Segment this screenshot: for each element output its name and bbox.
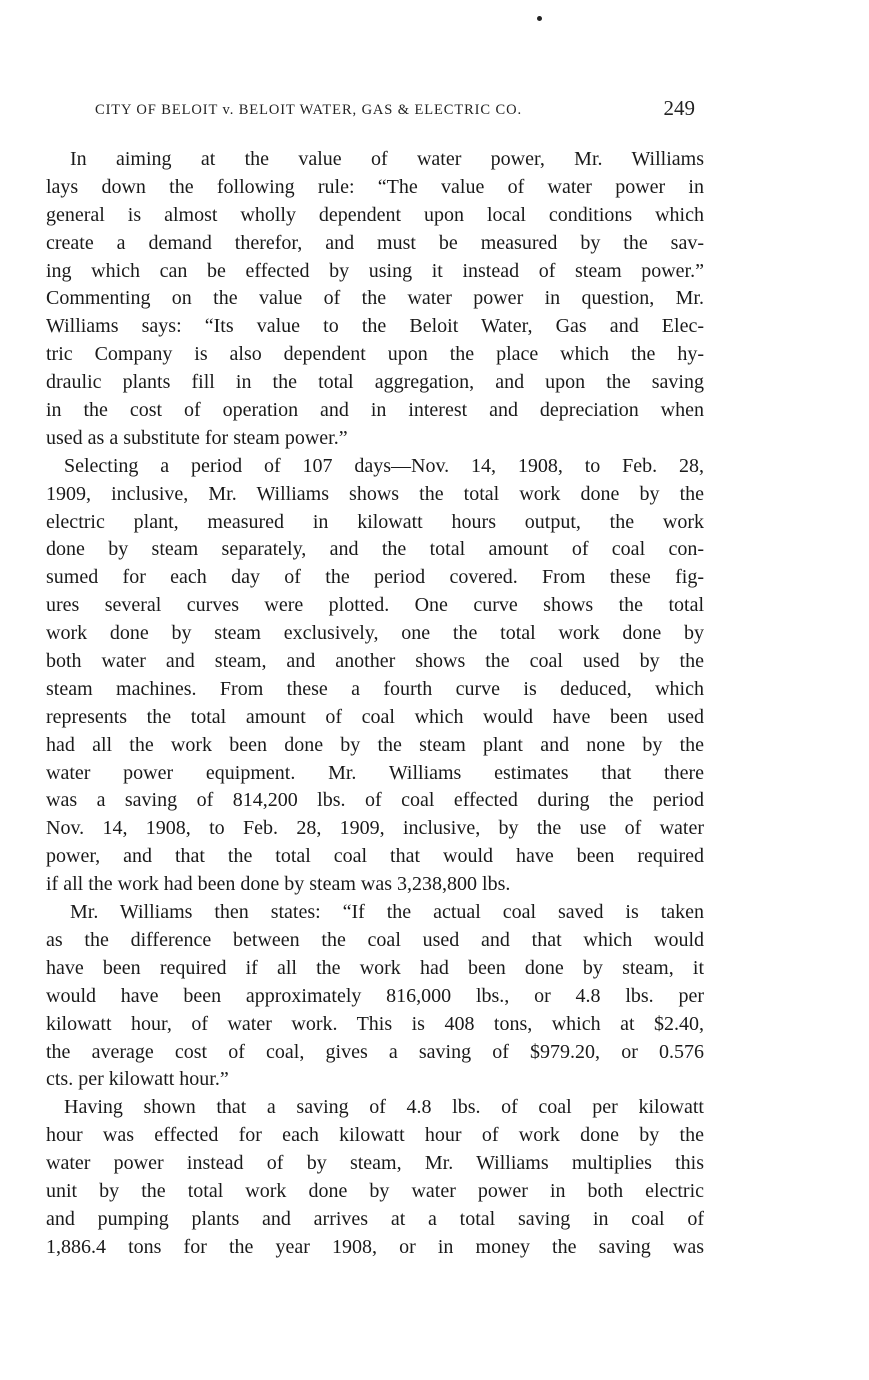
text-line: 1,886.4 tons for the year 1908, or in money the saving was xyxy=(46,1235,704,1258)
text-line: cts. per kilowatt hour.” xyxy=(46,1068,229,1091)
text-line: in the cost of operation and in interest and depreciation when xyxy=(46,399,704,422)
page-number: 249 xyxy=(663,96,695,120)
text-line: draulic plants fill in the total aggregation, and upon the saving xyxy=(46,371,704,394)
text-line: Mr. Williams then states: “If the actual coal saved is taken xyxy=(70,901,704,924)
body-text xyxy=(46,146,704,1262)
text-line: used as a substitute for steam power.” xyxy=(46,426,348,449)
text-line: had all the work been done by the steam plant and none by the xyxy=(46,733,704,756)
text-line: water power instead of by steam, Mr. Williams multiplies this xyxy=(46,1152,704,1175)
text-line: Nov. 14, 1908, to Feb. 28, 1909, inclusive, by the use of water xyxy=(46,817,704,840)
text-line: was a saving of 814,200 lbs. of coal effected during the period xyxy=(46,789,704,812)
text-line: electric plant, measured in kilowatt hours output, the work xyxy=(46,510,704,533)
text-line: In aiming at the value of water power, Mr. Williams xyxy=(70,148,704,170)
text-line: unit by the total work done by water power in both electric xyxy=(46,1179,704,1202)
text-line: ing which can be effected by using it instead of steam power.” xyxy=(46,259,704,282)
running-head xyxy=(95,96,695,122)
text-line: create a demand therefor, and must be measured by the sav- xyxy=(46,231,704,254)
text-line: and pumping plants and arrives at a total saving in coal of xyxy=(46,1207,704,1230)
text-line: as the difference between the coal used and that which would xyxy=(46,928,704,951)
text-line: Commenting on the value of the water power in question, Mr. xyxy=(46,287,704,310)
text-line: would have been approximately 816,000 lbs., or 4.8 lbs. per xyxy=(46,984,704,1007)
text-line: kilowatt hour, of water work. This is 408 tons, which at $2.40, xyxy=(46,1012,704,1035)
text-line: hour was effected for each kilowatt hour of work done by the xyxy=(46,1124,704,1147)
text-line: done by steam separately, and the total amount of coal con- xyxy=(46,538,704,561)
text-line: both water and steam, and another shows the coal used by the xyxy=(46,650,704,673)
text-line: the average cost of coal, gives a saving of $979.20, or 0.576 xyxy=(46,1040,704,1063)
text-line: power, and that the total coal that would have been required xyxy=(46,845,704,868)
text-line: general is almost wholly dependent upon local conditions which xyxy=(46,203,704,226)
text-line: steam machines. From these a fourth curve is deduced, which xyxy=(46,677,704,700)
text-line: have been required if all the work had been done by steam, it xyxy=(46,956,704,979)
text-line: Selecting a period of 107 days—Nov. 14, 1908, to Feb. 28, xyxy=(64,454,704,477)
text-line: tric Company is also dependent upon the place which the hy- xyxy=(46,343,704,366)
text-line: 1909, inclusive, Mr. Williams shows the total work done by the xyxy=(46,482,704,505)
text-line: Having shown that a saving of 4.8 lbs. of coal per kilowatt xyxy=(64,1096,704,1119)
text-line: represents the total amount of coal which would have been used xyxy=(46,705,704,728)
print-speck xyxy=(537,16,542,21)
running-title: CITY OF BELOIT v. BELOIT WATER, GAS & ELECTRIC CO. xyxy=(95,102,522,118)
text-line: if all the work had been done by steam was 3,238,800 lbs. xyxy=(46,873,511,896)
text-line: lays down the following rule: “The value of water power in xyxy=(46,175,704,198)
text-line: water power equipment. Mr. Williams estimates that there xyxy=(46,761,704,784)
text-line: Williams says: “Its value to the Beloit Water, Gas and Elec- xyxy=(46,315,704,338)
text-line: work done by steam exclusively, one the total work done by xyxy=(46,622,704,645)
text-line: ures several curves were plotted. One curve shows the total xyxy=(46,594,704,617)
text-line: sumed for each day of the period covered. From these fig- xyxy=(46,566,704,589)
